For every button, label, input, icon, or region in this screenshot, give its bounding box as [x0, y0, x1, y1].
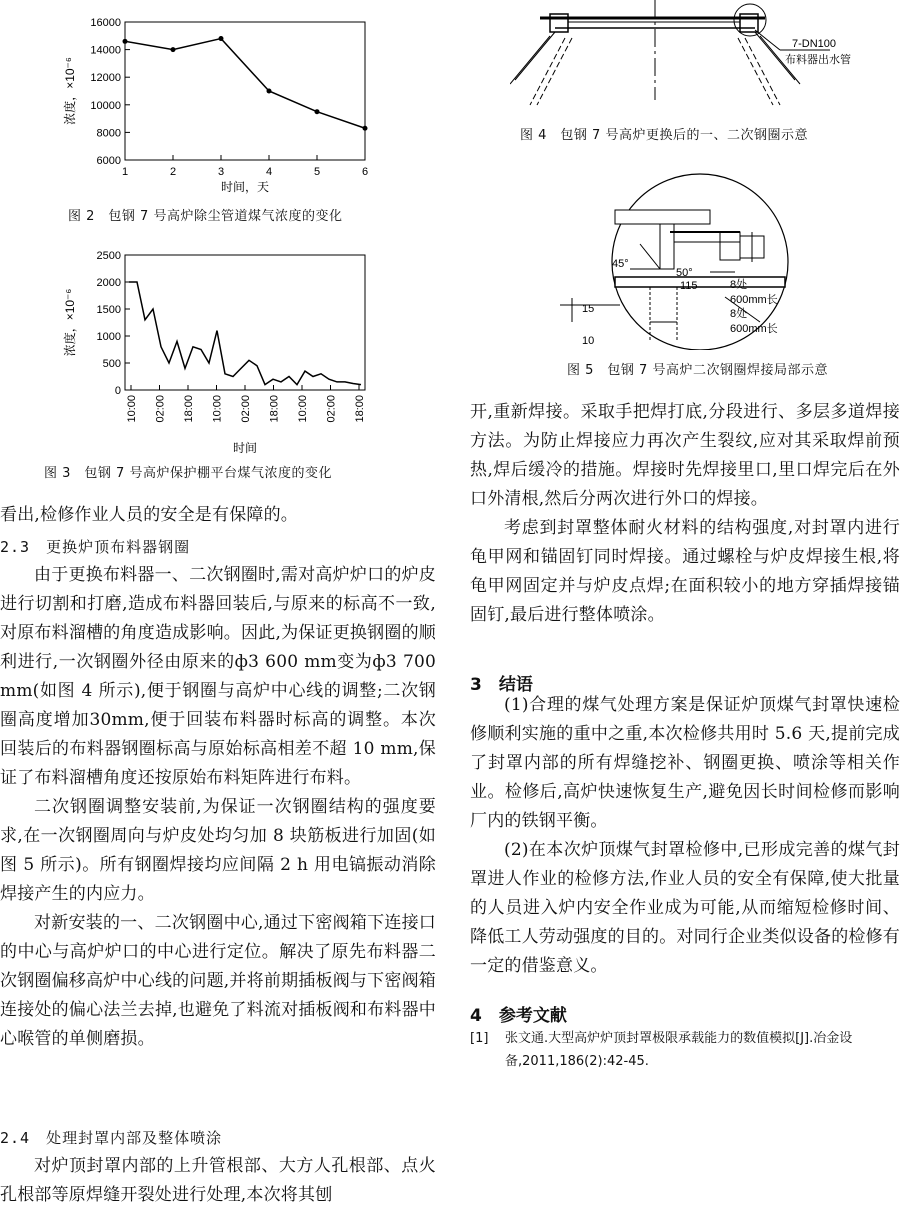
left-p4-block [0, 1152, 436, 1210]
fig3-ytick-label: 500 [102, 358, 121, 370]
fig3-xtick-label: 18:00 [354, 395, 366, 423]
fig5-label-8-places-2: 8处 [730, 308, 748, 320]
fig2-x-axis-label: 时间，天 [220, 180, 270, 194]
fig2-data-point [219, 36, 224, 41]
left-paragraph-0: 看出,检修作业人员的安全是有保障的。 [0, 505, 299, 525]
fig2-plot-frame [125, 22, 365, 160]
fig5-caption: 图 5 包钢 7 号高炉二次钢圈焊接局部示意 [567, 363, 828, 378]
right-paragraph-2: 考虑到封罩整体耐火材料的结构强度,对封罩内进行龟甲网和锚固钉同时焊接。通过螺栓与炉皮焊接生根,将龟甲网固定并与炉皮点焊;在面积较小的地方穿插焊接锚固钉,最后进行整体喷涂。 [470, 518, 900, 625]
section-3-heading: 3 结语 [470, 675, 533, 695]
fig2-ytick-label: 16000 [90, 17, 121, 29]
fig2-ytick-label: 8000 [96, 127, 121, 140]
fig2-data-point [363, 126, 368, 131]
fig3-ytick-label: 1000 [96, 331, 121, 343]
right-p3-block [470, 691, 900, 981]
fig3-xtick-label: 10:00 [297, 395, 309, 423]
fig2-y-axis-label: 浓度，×10⁻⁶ [63, 57, 77, 125]
fig3-series-line [129, 282, 361, 385]
left-p1-block [0, 561, 436, 1054]
fig4-label-pipe-name: 布料器出水管 [785, 54, 851, 66]
fig3-y-axis-label: 浓度，×10⁻⁶ [63, 288, 77, 357]
fig2-chart [60, 8, 380, 198]
ref-1-number: [1] [470, 1031, 489, 1046]
fig2-xtick-label: 4 [265, 166, 273, 178]
left-paragraph-3: 对新安装的一、二次钢圈中心,通过下密阀箱下连接口的中心与高炉炉口的中心进行定位。解决了原先布料器二次钢圈偏移高炉中心线的问题,并将前期插板阀与下密阀箱连接处的偏心法兰去掉,也避免了料流对插板阀和布料器中心喉管的单侧磨损。 [0, 913, 436, 1049]
fig5-label-115: 115 [680, 280, 698, 292]
fig5-label-8-places-1: 8处 [730, 279, 748, 291]
section-4-heading: 4 参考文献 [470, 1006, 567, 1026]
fig5-label-15: 15 [582, 303, 595, 315]
fig2-series-line [125, 39, 365, 129]
right-paragraph-4: (2)在本次炉顶煤气封罩检修中,已形成完善的煤气封罩进人作业的检修方法,作业人员的安全有保障,使大批量的人员进入炉内安全作业成为可能,从而缩短检修时间、降低工人劳动强度的目的。对同行企业类似设备的检修有一定的借鉴意义。 [470, 840, 900, 976]
fig2-data-point [171, 47, 176, 52]
left-paragraph-4: 对炉顶封罩内部的上升管根部、大方人孔根部、点火孔根部等原焊缝开裂处进行处理,本次将其刨 [0, 1156, 436, 1205]
fig3-x-axis-label: 时间 [232, 441, 258, 455]
fig5-label-45deg: 45° [612, 258, 629, 270]
left-paragraph-2: 二次钢圈调整安装前,为保证一次钢圈结构的强度要求,在一次钢圈周向与炉皮处均匀加 8 块筋板进行加固(如图 5 所示)。所有钢圈焊接均应间隔 2 h 用电镐振动消除焊接产生的内应力。 [0, 797, 436, 904]
fig3-xtick-label: 10:00 [211, 395, 224, 423]
fig3-xtick-label: 18:00 [183, 395, 195, 423]
fig5-label-50deg: 50° [676, 267, 693, 279]
left-paragraph-1: 由于更换布料器一、二次钢圈时,需对高炉炉口的炉皮进行切割和打磨,造成布料器回装后,与原来的标高不一致,对原布料溜槽的角度造成影响。因此,为保证更换钢圈的顺利进行,一次钢圈外径由原来的ф3 600 mm变为ф3 700 mm(如图 4 所示),便于钢圈与高炉中心线的调整;二次钢圈高度增加30mm,便于回装布料器时标高的调整。本次回装后的布料器钢圈标高与原始标高相差不超 10 mm,保证了布料溜槽角度还按原始布料矩阵进行布料。 [0, 565, 436, 788]
fig3-xtick-label: 18:00 [268, 395, 281, 423]
fig2-ytick-label: 14000 [90, 44, 121, 57]
fig3-chart [60, 245, 380, 460]
fig3-xtick-label: 10:00 [126, 395, 138, 423]
fig3-caption: 图 3 包钢 7 号高炉保护棚平台煤气浓度的变化 [44, 466, 332, 481]
fig5-label-length-2: 600mm长 [730, 323, 778, 335]
fig3-plot-frame [125, 255, 365, 390]
left-p0 [0, 501, 436, 530]
fig4-diagram [510, 0, 900, 118]
ref-1-text: 张文通.大型高炉炉顶封罩极限承载能力的数值模拟[J].冶金设备,2011,186(2):42-45. [505, 1031, 853, 1069]
fig2-data-point [123, 39, 128, 44]
fig2-ytick-label: 12000 [90, 72, 121, 85]
fig2-ytick-label: 6000 [96, 155, 121, 167]
fig5-diagram [560, 172, 890, 350]
fig3-ytick-label: 0 [114, 385, 121, 397]
fig2-data-point [267, 89, 272, 94]
fig4-caption: 图 4 包钢 7 号高炉更换后的一、二次钢圈示意 [520, 128, 808, 143]
fig2-xtick-label: 6 [361, 166, 369, 178]
fig5-label-10: 10 [582, 335, 595, 347]
fig3-ytick-label: 1500 [96, 304, 121, 316]
section-2-3-heading: 2.3 更换炉顶布料器钢圈 [0, 538, 191, 556]
fig3-ytick-label: 2500 [96, 250, 121, 262]
fig2-xtick-label: 3 [217, 166, 225, 178]
fig2-xtick-label: 1 [121, 166, 129, 178]
fig2-data-point [315, 109, 320, 114]
fig4-label-pipe-count: 7-DN100 [792, 38, 837, 50]
fig3-xtick-label: 02:00 [154, 395, 167, 423]
right-paragraph-1: 开,重新焊接。采取手把焊打底,分段进行、多层多道焊接方法。为防止焊接应力再次产生裂纹,应对其采取焊前预热,焊后缓冷的措施。焊接时先焊接里口,里口焊完后在外口外清根,然后分两次进行外口的焊接。 [470, 402, 900, 509]
fig3-xtick-label: 02:00 [240, 395, 252, 423]
fig3-xtick-label: 02:00 [325, 395, 338, 423]
right-paragraph-3: (1)合理的煤气处理方案是保证炉顶煤气封罩快速检修顺利实施的重中之重,本次检修共用时 5.6 天,提前完成了封罩内部的所有焊缝挖补、钢圈更换、喷涂等相关作业。检修后,高炉快速恢复生产,避免因长时间检修而影响厂内的铁钢平衡。 [470, 695, 900, 831]
fig2-xtick-label: 5 [313, 166, 321, 178]
fig5-label-length-1: 600mm长 [730, 294, 778, 306]
right-p1-block [470, 398, 900, 630]
fig3-ytick-label: 2000 [96, 277, 121, 289]
section-2-4-heading: 2.4 处理封罩内部及整体喷涂 [0, 1129, 223, 1147]
fig2-caption: 图 2 包钢 7 号高炉除尘管道煤气浓度的变化 [68, 209, 343, 224]
fig2-ytick-label: 10000 [90, 99, 121, 112]
fig2-xtick-label: 2 [169, 166, 177, 178]
